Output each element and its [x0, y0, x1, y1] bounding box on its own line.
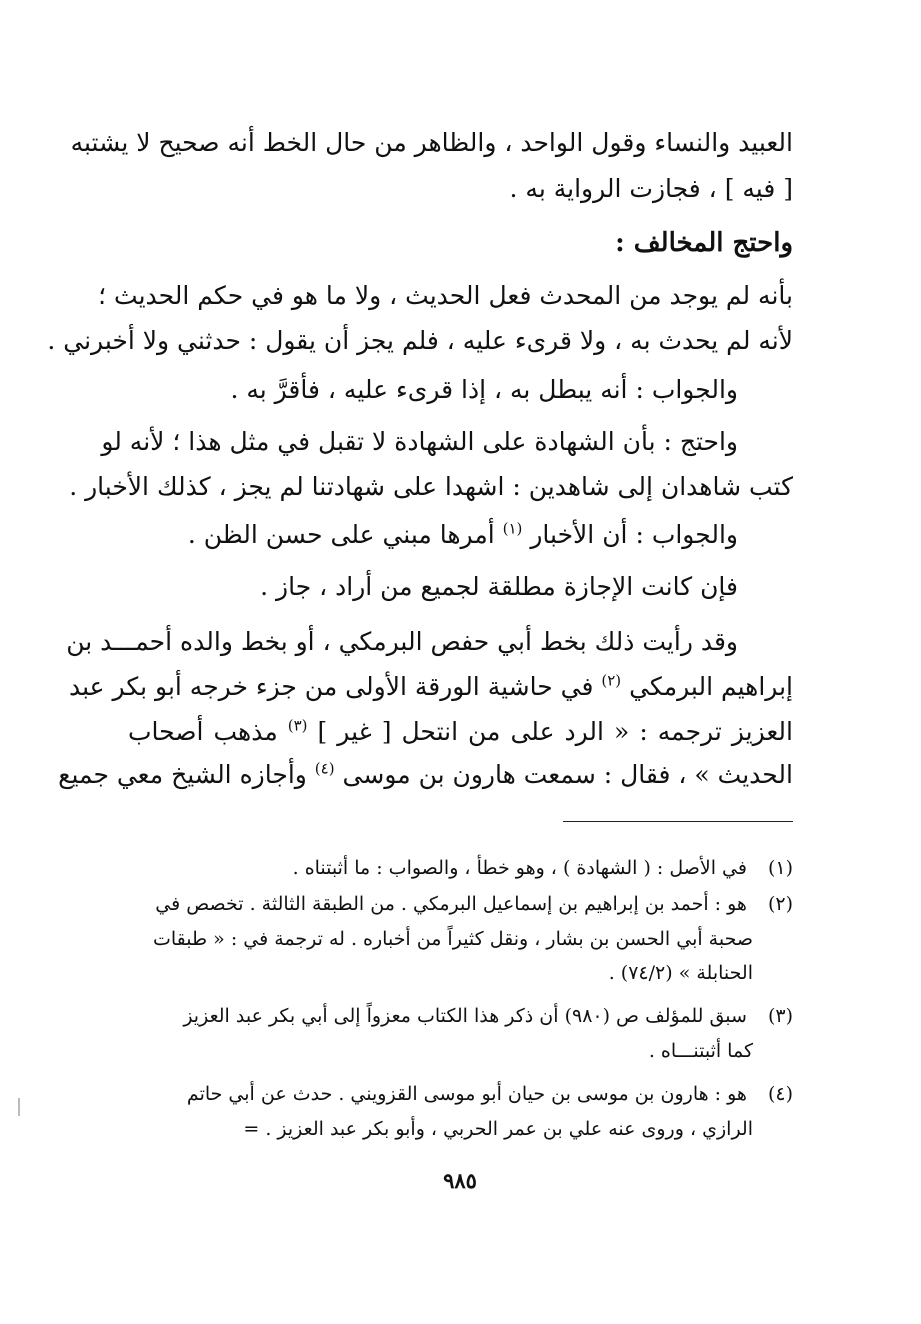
- text-line: واحتج : بأن الشهادة على الشهادة لا تقبل في مثل هذا ؛ لأنه لو: [101, 427, 738, 456]
- text-segment: مذهب أصحاب: [128, 717, 278, 746]
- footnote-1: [128, 857, 793, 880]
- text-line: [69, 671, 793, 702]
- text-segment: في حاشية الورقة الأولى من جزء خرجه أبو بكر عبد: [69, 672, 594, 701]
- text-segment: الحديث » ، فقال : سمعت هارون بن موسى: [342, 760, 793, 789]
- text-line: والجواب : أنه يبطل به ، إذا قرىء عليه ، فأقرَّ به .: [230, 375, 738, 404]
- text-line: كتب شاهدان إلى شاهدين : اشهدا على شهادتنا لم يجز ، كذلك الأخبار .: [69, 472, 793, 501]
- footnote-2: [128, 893, 793, 916]
- footnote-text: هو : أحمد بن إبراهيم بن إسماعيل البرمكي . من الطبقة الثالثة . تخصص في: [155, 893, 747, 915]
- footnote-text: الحنابلة » (٧٤/٢) .: [608, 962, 753, 984]
- footnote-number: (٣): [767, 1005, 793, 1027]
- footnote-text: صحبة أبي الحسن بن بشار ، ونقل كثيراً من أخباره . له ترجمة في : « طبقات: [152, 928, 753, 950]
- footnote-number: (١): [767, 857, 793, 879]
- footnote-text: هو : هارون بن موسى بن حيان أبو موسى القزويني . حدث عن أبي حاتم: [186, 1083, 747, 1105]
- text-segment: إبراهيم البرمكي: [629, 672, 793, 701]
- text-segment: العزيز ترجمه : « الرد على من انتحل [ غير ]: [317, 717, 793, 746]
- text-line: [128, 520, 793, 550]
- footnote-text: كما أثبتنـــاه .: [648, 1040, 753, 1062]
- text-line: فإن كانت الإجازة مطلقة لجميع من أراد ، جاز .: [260, 572, 738, 601]
- text-line: بأنه لم يوجد من المحدث فعل الحديث ، ولا ما هو في حكم الحديث ؛: [98, 281, 793, 310]
- footnote-text: سبق للمؤلف ص (٩٨٠) أن ذكر هذا الكتاب معزواً إلى أبي بكر عبد العزيز: [183, 1005, 747, 1027]
- section-heading: واحتج المخالف :: [615, 228, 793, 258]
- scan-artifact: [18, 1098, 20, 1116]
- text-line: لأنه لم يحدث به ، ولا قرىء عليه ، فلم يجز أن يقول : حدثني ولا أخبرني .: [47, 326, 793, 355]
- footnote-ref: (١): [502, 519, 523, 538]
- footnote-3: [128, 1005, 793, 1028]
- text-segment: وأجازه الشيخ معي جميع: [58, 760, 307, 789]
- footnote-text: في الأصل : ( الشهادة ) ، وهو خطأ ، والصواب : ما أثبتناه .: [292, 857, 747, 879]
- footnote-number: (٢): [767, 893, 793, 915]
- page-number: ٩٨٥: [443, 1168, 477, 1193]
- text-segment: والجواب : أن الأخبار: [530, 520, 738, 549]
- text-line: [58, 759, 793, 790]
- text-line: العبيد والنساء وقول الواحد ، والظاهر من حال الخط أنه صحيح لا يشتبه: [70, 128, 793, 157]
- footnote-ref: (٢): [601, 671, 622, 690]
- footnote-number: (٤): [767, 1083, 793, 1105]
- text-line: وقد رأيت ذلك بخط أبي حفص البرمكي ، أو بخط والده أحمـــد بن: [66, 627, 738, 656]
- footnote-4: [128, 1083, 793, 1106]
- footnote-ref: (٣): [287, 716, 308, 735]
- text-line: [128, 717, 793, 747]
- footnote-separator: [563, 821, 793, 822]
- footnote-ref: (٤): [314, 759, 335, 778]
- footnote-text: الرازي ، وروى عنه علي بن عمر الحربي ، وأبو بكر عبد العزيز . =: [243, 1118, 753, 1140]
- text-segment: أمرها مبني على حسن الظن .: [187, 520, 495, 549]
- text-line: [ فيه ] ، فجازت الرواية به .: [509, 174, 793, 203]
